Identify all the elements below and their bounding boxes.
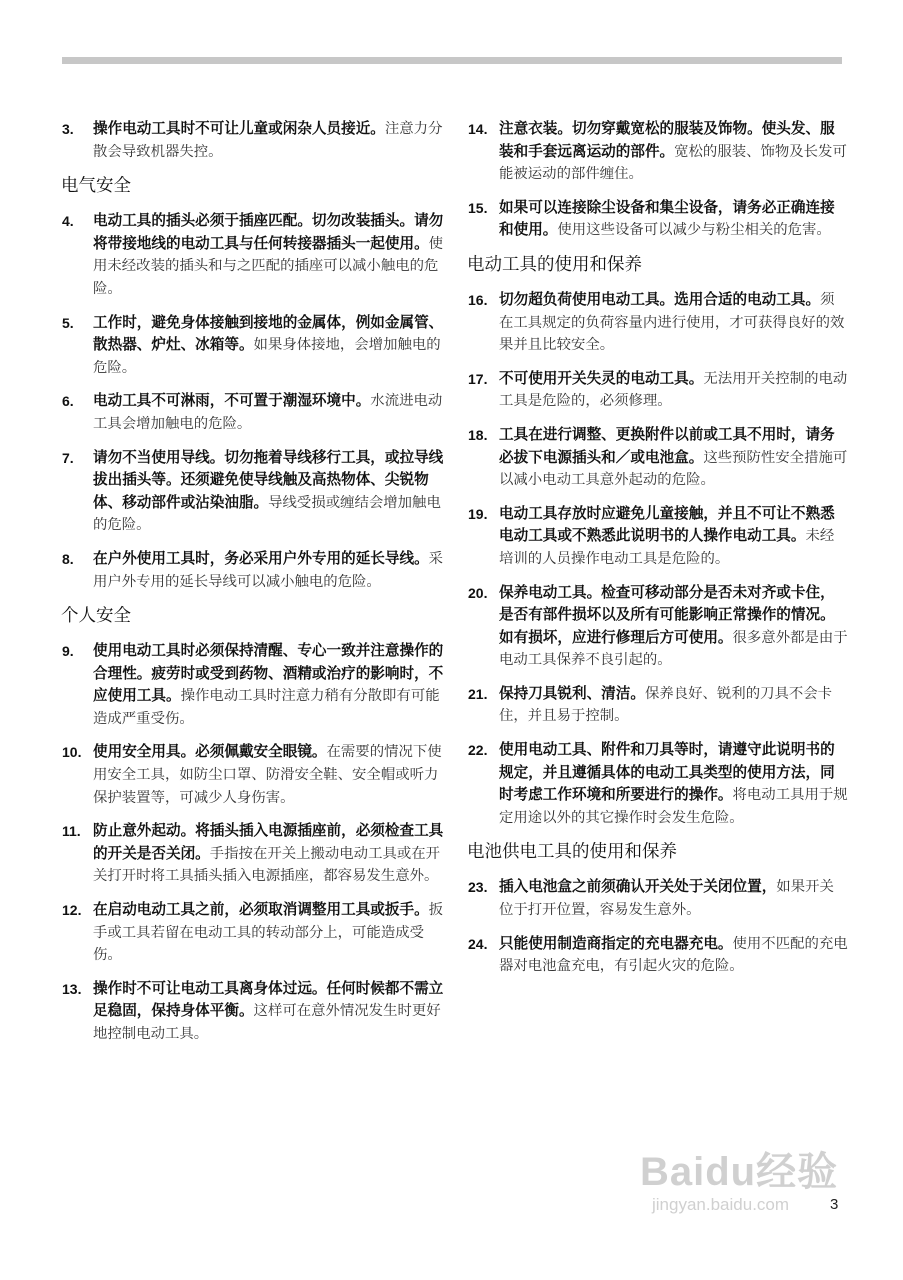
item-text [93,820,446,888]
list-item [468,582,848,672]
item-plain-text: 须在工具规定的负荷容量内进行使用，才可获得良好的效果并且比较安全。 [499,291,845,354]
list-item [468,933,848,978]
baidu-watermark [640,1150,840,1230]
item-number: 20. [468,584,488,601]
item-number: 16. [468,291,488,308]
item-bold-text: 操作电动工具时不可让儿童或闲杂人员接近。 [93,120,385,137]
list-item [468,683,848,728]
item-bold-text: 不可使用开关失灵的电动工具。 [499,369,704,387]
item-bold-text: 保养电动工具。检查可移动部分是否未对齐或卡住，是否有部件损坏以及所有可能影响正常操作的情况。如有损坏，应进行修理后方可使用。 [499,583,835,646]
item-plain-text: 无法用开关控制的电动工具是危险的，必须修理。 [499,370,848,410]
item-number: 23. [468,879,488,896]
list-item [468,197,848,242]
item-bold-text: 使用电动工具时必须保持清醒、专心一致并注意操作的合理性。疲劳时或受到药物、酒精或治疗的影响时，不应使用工具。 [93,642,444,705]
list-item [468,424,848,492]
item-number: 21. [468,685,488,702]
item-bold-text: 工具在进行调整、更换附件以前或工具不用时，请务必拔下电源插头和／或电池盒。 [499,425,835,466]
item-bold-text: 只能使用制造商指定的充电器充电。 [499,934,733,952]
item-text [499,289,848,357]
item-plain-text: 采用户外专用的延长导线可以减小触电的危险。 [93,550,444,590]
item-number: 13. [62,980,82,997]
list-item [62,820,446,888]
item-text [499,197,848,242]
item-text [93,118,446,163]
item-bold-text: 电动工具的插头必须于插座匹配。切勿改装插头。请勿将带接地线的电动工具与任何转接器插头一起使用。 [93,212,444,252]
item-bold-text: 防止意外起动。将插头插入电源插座前，必须检查工具的开关是否关闭。 [93,822,444,862]
item-number: 18. [468,426,488,443]
item-plain-text: 注意力分散会导致机器失控。 [93,121,443,160]
item-bold-text: 请勿不当使用导线。切勿拖着导线移行工具，或拉导线拔出插头等。还须避免使导线触及高热物体、尖锐物体、移动部件或沾染油脂。 [93,448,444,511]
item-plain-text: 水流进电动工具会增加触电的危险。 [93,393,443,432]
list-item [62,899,446,967]
page-number: 3 [830,1196,839,1213]
item-text [93,210,446,300]
item-bold-text: 使用电动工具、附件和刀具等时，请遵守此说明书的规定，并且遵循具体的电动工具类型的使用方法，同时考虑工作环境和所要进行的操作。 [499,741,835,804]
item-text [93,899,446,967]
item-text [93,447,446,537]
item-bold-text: 插入电池盒之前须确认开关处于关闭位置， [499,878,777,896]
section-heading: 电气安全 [61,176,131,197]
item-text [93,640,446,730]
item-plain-text: 这样可在意外情况发生时更好地控制电动工具。 [93,1003,441,1042]
list-item [468,739,848,829]
list-item [62,312,446,380]
item-bold-text: 工作时，避免身体接触到接地的金属体，例如金属管、散热器、炉灶、冰箱等。 [93,313,444,354]
item-text [499,424,848,492]
list-item [62,118,446,163]
watermark-url: jingyan.baidu.com [652,1195,790,1214]
item-number: 11. [62,823,81,840]
item-plain-text: 在需要的情况下使用安全工具，如防尘口罩、防滑安全鞋、安全帽或听力保护装置等，可减少人身伤害。 [93,744,442,806]
item-plain-text: 宽松的服装、饰物及长发可能被运动的部件缠住。 [499,143,847,183]
list-item [62,640,446,730]
item-text [499,739,848,829]
item-bold-text: 在户外使用工具时，务必采用户外专用的延长导线。 [93,549,429,567]
list-item [62,978,446,1046]
list-item [468,368,848,413]
list-item [62,447,446,537]
item-bold-text: 电动工具不可淋雨，不可置于潮湿环境中。 [93,392,371,410]
item-number: 7. [62,449,74,466]
item-number: 14. [468,121,488,137]
watermark-logo: Baidu经验 [640,1150,839,1194]
item-number: 10. [62,744,82,761]
item-text [93,741,446,809]
list-item [62,741,446,809]
item-text [499,118,848,186]
item-bold-text: 操作时不可让电动工具离身体过远。任何时候都不需立足稳固，保持身体平衡。 [93,979,444,1020]
item-plain-text: 如果开关位于打开位置，容易发生意外。 [499,879,834,919]
item-plain-text: 未经培训的人员操作电动工具是危险的。 [499,528,835,567]
item-plain-text: 如果身体接地，会增加触电的危险。 [93,337,441,376]
list-item [468,876,848,921]
item-plain-text: 使用不匹配的充电器对电池盒充电，有引起火灾的危险。 [499,935,848,975]
item-text [499,876,848,921]
item-text [93,390,446,435]
item-bold-text: 在启动电动工具之前，必须取消调整用工具或扳手。 [93,901,429,919]
item-number: 8. [62,550,74,567]
list-item [62,210,446,300]
item-plain-text: 导线受损或缠结会增加触电的危险。 [93,494,441,534]
item-number: 22. [468,742,488,759]
list-item [468,118,848,186]
item-plain-text: 使用未经改装的插头和与之匹配的插座可以减小触电的危险。 [93,235,444,297]
item-text [499,683,848,728]
item-plain-text: 使用这些设备可以减少与粉尘相关的危害。 [557,222,831,239]
item-number: 19. [468,505,488,522]
item-number: 24. [468,935,488,952]
item-text [499,582,848,672]
section-heading: 个人安全 [61,606,131,627]
header-rule [62,57,842,64]
item-plain-text: 扳手或工具若留在电动工具的转动部分上，可能造成受伤。 [93,902,444,964]
item-plain-text: 保养良好、锐利的刀具不会卡住，并且易于控制。 [499,685,833,725]
item-number: 17. [468,370,488,387]
section-heading: 电池供电工具的使用和保养 [467,842,677,863]
item-number: 15. [468,199,488,216]
item-plain-text: 操作电动工具时注意力稍有分散即有可能造成严重受伤。 [93,688,440,727]
item-number: 4. [62,213,74,230]
item-bold-text: 保持刀具锐利、清洁。 [499,684,645,702]
item-plain-text: 很多意外都是由于电动工具保养不良引起的。 [499,629,848,669]
list-item [62,548,446,593]
item-text [93,548,446,593]
list-item [62,390,446,435]
list-item [468,289,848,357]
left-column [62,118,446,1057]
item-bold-text: 切勿超负荷使用电动工具。选用合适的电动工具。 [499,290,821,308]
section-heading: 电动工具的使用和保养 [467,254,642,275]
item-text [499,368,848,413]
item-plain-text: 手指按在开关上搬动电动工具或在开关打开时将工具插头插入电源插座，都容易发生意外。 [93,845,441,885]
item-number: 12. [62,902,82,919]
item-number: 9. [62,643,74,660]
item-number: 6. [62,393,74,410]
item-text [499,933,848,978]
item-number: 5. [62,314,74,331]
item-plain-text: 将电动工具用于规定用途以外的其它操作时会发生危险。 [499,787,848,826]
item-number: 3. [62,121,74,137]
right-column [468,118,848,989]
item-bold-text: 使用安全用具。必须佩戴安全眼镜。 [93,743,327,761]
item-plain-text: 这些预防性安全措施可以减小电动工具意外起动的危险。 [499,449,848,489]
item-bold-text: 电动工具存放时应避免儿童接触，并且不可让不熟悉电动工具或不熟悉此说明书的人操作电动工具。 [499,504,835,545]
item-text [93,978,446,1046]
item-bold-text: 如果可以连接除尘设备和集尘设备，请务必正确连接和使用。 [499,198,835,239]
item-bold-text: 注意衣装。切勿穿戴宽松的服装及饰物。使头发、服装和手套远离运动的部件。 [499,120,835,160]
item-text [93,312,446,380]
item-text [499,503,848,571]
list-item [468,503,848,571]
